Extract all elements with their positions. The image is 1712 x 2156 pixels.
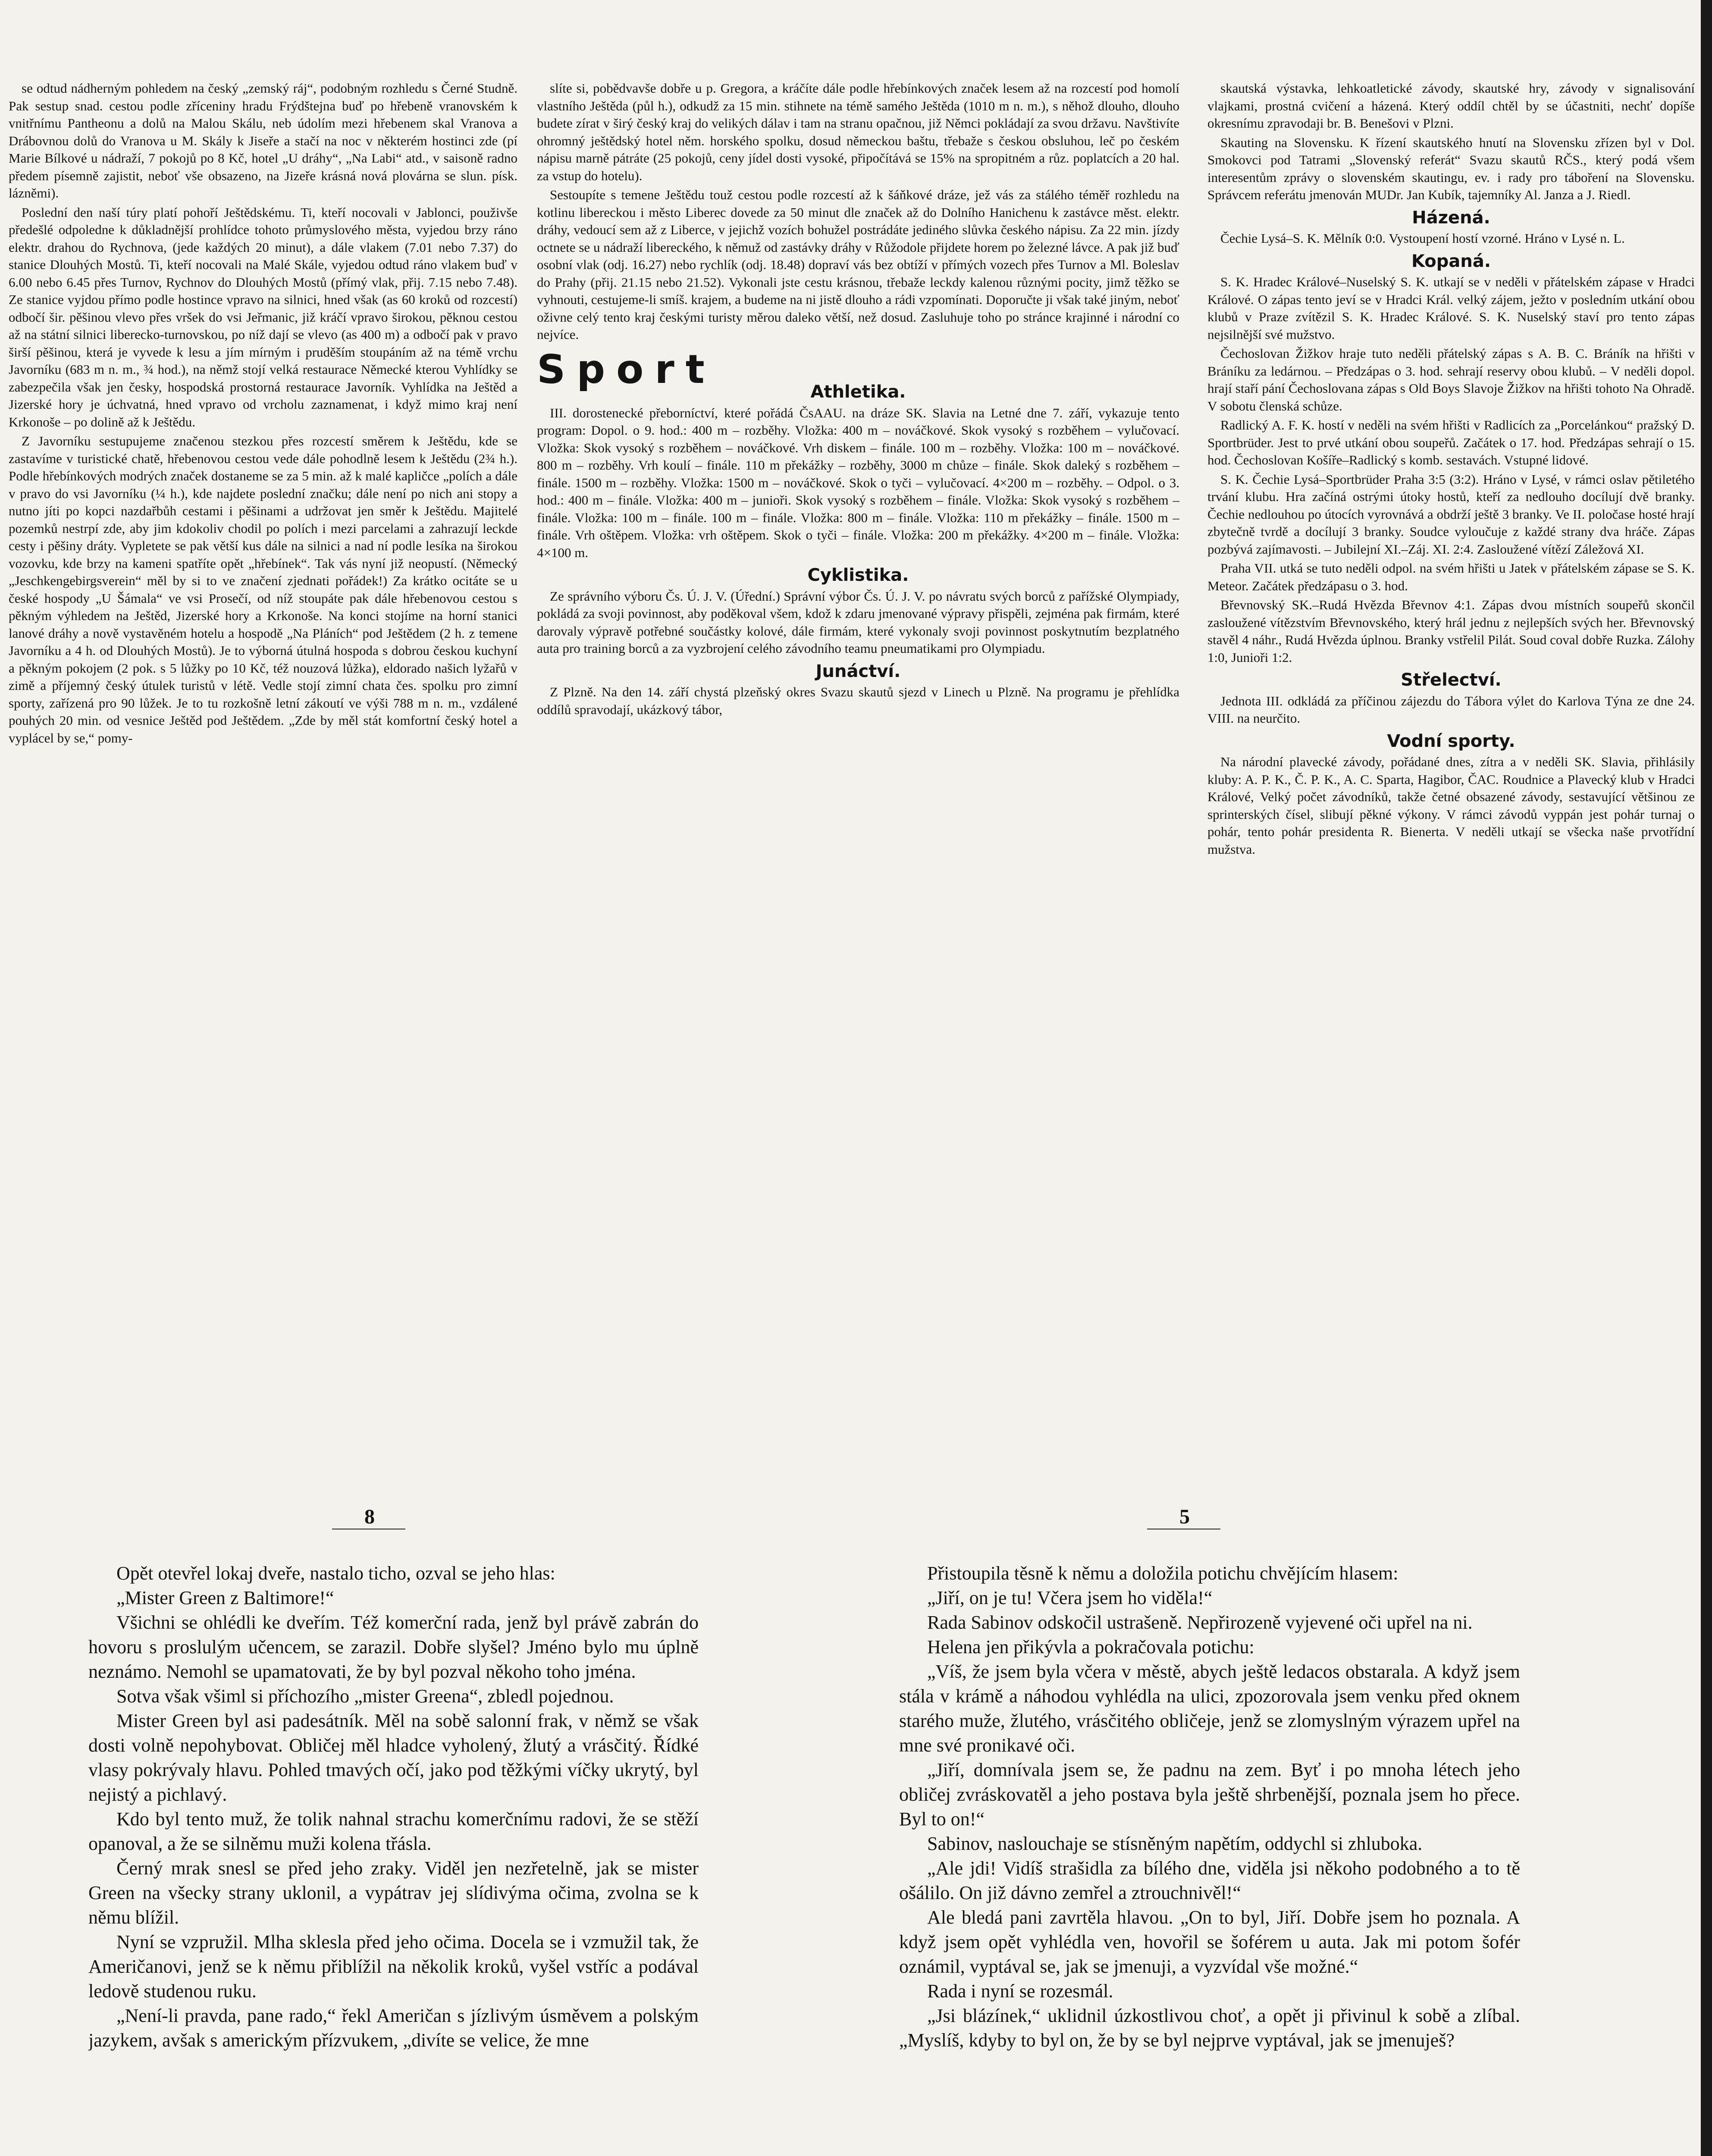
story-paragraph: „Jiří, on je tu! Včera jsem ho viděla!“ bbox=[927, 1587, 1213, 1608]
story-column-left bbox=[88, 1561, 699, 2156]
story-paragraph: Sotva však všiml si příchozího „mister Greena“, zbledl pojednou. bbox=[116, 1686, 614, 1707]
article-paragraph: Sestoupíte s temene Ještědu touž cestou podle rozcestí až k šáňkové dráze, jež vás za stálého téměř rozhledu na kotlinu libereckou i město Liberec dovede za 50 minut dle značek až do Dolního Hanichenu k zastávce měst. elektr. dráhy, vedoucí sem až z Liberce, v jejichž vozích bohužel postrádáte jediného slůvka českého nápisu. Za 22 min. jízdy octnete se u nádraží libereckého, k němuž od zastávky dráhy v Růžodole přijdete horem po železné lávce. A pak již buď osobní vlak (odj. 16.27) nebo rychlík (odj. 18.48) dopraví vás bez obtíží v přímých vozech přes Turnov a Ml. Boleslav do Prahy (přij. 21.15 nebo 21.52). Vykonali jste cestu krásnou, třebaže leckdy kalenou různými pocity, jimž těžko se vyhnouti, cestujeme-li smíš. krajem, a budeme na ni jistě dlouho a rádi vzpomínati. Doporučte ji však také jiným, neboť oživne celý tento kraj českými turisty měrou daleko větší, než dosud. Zasluhuje toho po stránce krajinné i národní co nejvíce. bbox=[537, 187, 1179, 342]
page-edge bbox=[1701, 0, 1712, 2156]
sport-section-title: Sport bbox=[537, 346, 716, 392]
sport-paragraph: Jednota III. odkládá za příčinou zájezdu do Tábora výlet do Karlova Týna ze dne 24. VIII. na neurčito. bbox=[1207, 693, 1695, 726]
sport-paragraph: S. K. Čechie Lysá–Sportbrüder Praha 3:5 (3:2). Hráno v Lysé, v rámci oslav pětiletého trvání klubu. Hra začíná ostrými útoky hostů, kteří za nedlouho docílují dvě branky. Čechie nedlouhou po útocích vyrovnává a obdrží ještě 3 branky. Ve II. poločase hosté hrají zbytečně tvrdě a docílují 3 branky. Soudce vyloučuje z každé strany dva hráče. Zápas pozbývá zajímavosti. – Jubilejní XI.–Záj. XI. 2:4. Zasloužené vítězí Záležová XI. bbox=[1207, 471, 1695, 557]
article-paragraph: slíte si, pobědvavše dobře u p. Gregora, a kráčíte dále podle hřebínkových značek lesem až na rozcestí pod homolí vlastního Ještěda (půl h.), odkudž za 15 min. stihnete na témě samého Ještěda (1010 m n. m.), s něhož dlouho, dlouho budete zírat v širý český kraj do velikých dálav i tam na stranu opačnou, již Němci pokládají za svou državu. Navštivíte ohromný ještědský hotel něm. horského spolku, dosud německou baštu, třebaže s českou obsluhou, leč po českém nápisu marně pátráte (25 pokojů, ceny jídel dosti vysoké, připočítává se 15% na spropitném a růz. poplatcích a 20 hal. za vstup do hotelu). bbox=[537, 81, 1179, 183]
story-paragraph: „Jsi blázínek,“ uklidnil úzkostlivou choť, a opět ji přivinul k sobě a zlíbal. „Myslíš, kdyby to byl on, že by se byl nejprve vyptával, jak se jmenuješ? bbox=[899, 2005, 1520, 2051]
story-paragraph: Opět otevřel lokaj dveře, nastalo ticho, ozval se jeho hlas: bbox=[116, 1563, 555, 1584]
story-paragraph: Rada Sabinov odskočil ustrašeně. Nepřirozeně vyjevené oči upřel na ni. bbox=[927, 1612, 1473, 1633]
section-heading: Házená. bbox=[1412, 207, 1490, 228]
section-heading: Cyklistika. bbox=[807, 565, 909, 585]
story-paragraph: Kdo byl tento muž, že tolik nahnal strachu komerčnímu radovi, že se stěží opanoval, a že se silněmu muži kolena třásla. bbox=[88, 1808, 699, 1854]
story-paragraph: Mister Green byl asi padesátník. Měl na sobě salonní frak, v němž se však dosti volně nepohybovat. Obličej měl hladce vyholený, žlutý a vrásčitý. Řídké vlasy pokrývaly hlavu. Pohled tmavých očí, jako pod těžkými víčky ukrytý, byl nejistý a pichlavý. bbox=[88, 1710, 699, 1805]
newspaper-column-2 bbox=[537, 80, 1179, 1373]
section-heading: Střelectví. bbox=[1401, 670, 1502, 690]
section-heading: Junáctví. bbox=[815, 661, 901, 681]
sport-paragraph: Radlický A. F. K. hostí v neděli na svém hřišti v Radlicích za „Porcelánkou“ pražský D. Sportbrüder. Jest to prvé utkání obou soupeřů. Začátek o 17. hod. Předzápas sehrají o 15. hod. Čechoslovan Košíře–Radlický s komb. sestavách. Vstupné lidové. bbox=[1207, 417, 1695, 467]
story-paragraph: „Mister Green z Baltimore!“ bbox=[116, 1587, 334, 1608]
article-paragraph: Skauting na Slovensku. K řízení skautského hnutí na Slovensku zřízen byl v Dol. Smokovci pod Tatrami „Slovenský referát“ Svazu skautů RČS., který podá všem interesentům zprávy o slovenském skautingu, ev. i rady pro táboření na Slovensku. Správcem referátu jmenován MUDr. Jan Kubík, tajemníky Al. Janza a J. Riedl. bbox=[1207, 135, 1695, 202]
story-paragraph: „Jiří, domnívala jsem se, že padnu na zem. Byť i po mnoha létech jeho obličej zvráskovatěl a jeho postava byla ještě shrbenější, poznala jsem ho přece. Byl to on!“ bbox=[899, 1759, 1520, 1830]
article-paragraph: Poslední den naší túry platí pohoří Ještědskému. Ti, kteří nocovali v Jablonci, použivše předešlé odpoledne k důkladnější prohlídce tohoto průmyslového města, vyjedou brzy ráno elektr. drahou do Rychnova, (jede každých 20 minut), a dále vlakem (7.01 nebo 7.37) do stanice Dlouhých Mostů. Ti, kteří nocovali na Malé Skále, vyjedou odtud ráno vlakem buď v 6.00 nebo 6.45 přes Turnov, Rychnov do Dlouhých Mostů (přímý vlak, přij. 7.15 nebo 7.48). Ze stanice vyjdou přímo podle hostince vpravo na silnici, hned však (as 60 kroků od rozcestí) odbočí šir. pěšinou vlevo přes vršek do vsi Jeřmanic, již kráčí vpravo širokou, pěknou cestou až na státní silnici liberecko-turnovskou, po níž dají se vlevo (as 400 m) a odbočí pak v pravo širší pěšinou, která je vyvede k lesu a jím mírným i pruděším stoupáním až na témě vrchu Javorníku (683 m n. m., ¾ hod.), na němž stojí velká restaurace Německé kterou Vyhlídky se zabezpečila však jen česky, hospodská prostorná restaurace Javorník. Vyhlídka na Ještěd a Jizerské hory je úchvatná, hned vpravo od vrcholu zaznamenat, i když mimo kraj není Krkonoše – po dolině až k Ještědu. bbox=[9, 204, 517, 429]
sport-paragraph: Ze správního výboru Čs. Ú. J. V. (Úřední.) Správní výbor Čs. Ú. J. V. po návratu svých borců z pařížské Olympiady, pokládá za svoji povinnost, aby poděkoval všem, kdož k zdaru jmenované výpravy přispěli, zejména pak firmám, které darovaly výpravě potřebné součástky kolové, dále firmám, které vykonaly svoji povinnost poskytnutím bezplatného auta pro training borců a za vyzbrojení celého závodního teamu pneumatikami pro Olympiadu. bbox=[537, 588, 1179, 656]
sport-paragraph: S. K. Hradec Králové–Nuselský S. K. utkají se v neděli v přátelském zápase v Hradci Králové. O zápas tento jeví se v Hradci Král. velký zájem, ježto v posledním utkání obou klubů v Praze zvítězil S. K. Hradec Králové. S. K. Nuselský staví pro tento zápas nejsilnější své mužstvo. bbox=[1207, 274, 1695, 342]
sport-paragraph: Z Plzně. Na den 14. září chystá plzeňský okres Svazu skautů sjezd v Linech u Plzně. Na programu je přehlídka oddílů spravodají, ukázkový tábor, bbox=[537, 684, 1179, 717]
story-paragraph: Ale bledá pani zavrtěla hlavou. „On to byl, Jiří. Dobře jsem ho poznala. A když jsem opět vyhlédla ven, hovořil se šoférem u auta. Jak mi potom šofér oznámil, vyptával se, jak se jmenuji, a vyzvídal vše možné.“ bbox=[899, 1907, 1520, 1977]
sport-paragraph: Čechoslovan Žižkov hraje tuto neděli přátelský zápas s A. B. C. Bráník na hřišti v Bráníku za ledárnou. – Předzápas o 3. hod. sehrají reservy obou klubů. – V neděli dopol. hrají staří pání Čechoslovana zápas s Old Boys Slavoje Žižkov na hřišti tohoto Na Ohradě. V sobotu členská schůze. bbox=[1207, 346, 1695, 414]
story-paragraph: Nyní se vzpružil. Mlha sklesla před jeho očima. Docela se i vzmužil tak, že Američanovi, jenž se k němu přiblížil na několik kroků, vyšel vstříc a podával ledově studenou ruku. bbox=[88, 1931, 699, 2002]
page-number-left: 8 bbox=[364, 1505, 375, 1528]
story-paragraph: „Není-li pravda, pane rado,“ řekl Američan s jízlivým úsměvem a polským jazykem, avšak s americkým přízvukem, „divíte se velice, že mne bbox=[88, 2005, 699, 2051]
section-heading: Athletika. bbox=[810, 382, 906, 402]
story-column-right bbox=[899, 1561, 1520, 2156]
page-number-right: 5 bbox=[1179, 1505, 1190, 1528]
section-heading: Vodní sporty. bbox=[1387, 731, 1515, 751]
sport-paragraph: Na národní plavecké závody, pořádané dnes, zítra a v neděli SK. Slavia, přihlásily kluby: A. P. K., Č. P. K., A. C. Sparta, Hagibor, ČAC. Roudnice a Plavecký klub v Hradci Králové, Velký počet závodníků, takže četné obsazené závody, sestavující většinou ze sprinterských čísel, slibují pěkné výkony. V rámci závodů vyppán jest pohár turnaj o pohár, tento pohár presidenta R. Bienerta. V neděli utkají se všecka naše prvotřídní mužstva. bbox=[1207, 754, 1695, 857]
story-paragraph: Černý mrak snesl se před jeho zraky. Viděl jen nezřetelně, jak se mister Green na všecky strany uklonil, a vypátrav jej slídivýma očima, zvolna se k němu blížil. bbox=[88, 1858, 699, 1928]
story-paragraph: „Víš, že jsem byla včera v městě, abych ještě ledacos obstarala. A když jsem stála v krámě a náhodou vyhlédla na ulici, zpozorovala jsem venku před oknem starého muže, žlutého, vrásčitého obličeje, jenž se zlomyslným výrazem upřel na mne své pronikavé oči. bbox=[899, 1661, 1520, 1756]
article-paragraph: se odtud nádherným pohledem na český „zemský ráj“, podobným rozhledu s Černé Studně. Pak sestup snad. cestou podle zříceniny hradu Frýdštejna buď po hřebeně vranovském k vnitřnímu Pantheonu a dolů na Malou Skálu, neb údolím mezi hřebenem skal Vranova a Drábovnou dolů do Vranova u M. Skály k Jiseře a stačí na noc v některém hostinci zde (pí Marie Bílkové u nádraží, 7 pokojů po 8 Kč, hotel „U dráhy“, „Na Labi“ atd., v saisoně radno předem písemně zajistit, neboť vše obsazeno, na Jizeře krásná nová plovárna se slun. písk. lázněmi). bbox=[9, 81, 517, 201]
story-paragraph: Přistoupila těsně k němu a doložila potichu chvějícím hlasem: bbox=[927, 1563, 1398, 1584]
story-paragraph: Rada i nyní se rozesmál. bbox=[927, 1981, 1113, 2002]
article-paragraph: Z Javorníku sestupujeme značenou stezkou přes rozcestí směrem k Ještědu, kde se zastavíme v turistické chatě, hřebenovou cestou vede dále pohodlně lesem k Ještědu (2¾ h.). Podle hřebínkových modrých značek dostaneme se za 5 min. až k malé kapličce „polích a dále v pravo do vsi Javorníku (¼ h.), kde najdete poslední značku; dále není po nich ani stopy a nutno jíti po kopci nazdařbůh cestami i pěšinami a udržovat jen směr k Ještědu. Majitelé pozemků nestrpí zde, aby jim kdokoliv chodil po polích i mezi parcelami a zahrazují leckde cesty i pěšiny dráty. Vypletete se pak větší kus dále na silnici a nad ní podle lesíka na širokou vozovku, kde brzy na kameni spatříte opět „hřebínek“. Tak vás nyní již neopustí. (Německý „Jeschkengebirgsverein“ měl by si to ve značení zjednati pořádek!) Za krátko ocitáte se u české hospody „U Šámala“ ve vsi Prosečí, od níž stoupáte pak dále hřebenovou cestou s pěkným výhledem na Ještěd, Jizerské hory a Krkonoše. Na konci stojíme na horní stanici lanové dráhy a nově vystavěném hotelu a hospodě „Na Pláních“ pod Ještědem (2 h. z temene Javorníku a 4 h. od Dlouhých Mostů). Je to výborná útulná hospoda s dobrou českou kuchyní a pěkným pokojem (2 pok. s 5 lůžky po 10 Kč, též nouzová lůžka), eldorado našich lyžařů v zimě a příjemný český útulek turistů v létě. Vedle stojí zimní chata čes. spolku pro zimní sporty, zařízená pro 90 lůžek. Je to tu rozkošně letní zákoutí ve výši 788 m n. m., vzdálené pouhých 20 min. od vesnice Ještěd pod Ještědem. „Zde by měl stát komfortní český hotel a vyplácel by se,“ pomy- bbox=[9, 433, 517, 746]
article-paragraph: skautská výstavka, lehkoatletické závody, skautské hry, závody v signalisování vlajkami, prostná cvičení a házená. Který oddíl chtěl by se účastniti, nechť dopíše okresnímu zpravodaji br. B. Benešovi v Plzni. bbox=[1207, 81, 1695, 131]
sport-paragraph: Čechie Lysá–S. K. Mělník 0:0. Vystoupení hostí vzorné. Hráno v Lysé n. L. bbox=[1220, 231, 1625, 246]
newspaper-column-3 bbox=[1207, 80, 1695, 1356]
sport-paragraph: Břevnovský SK.–Rudá Hvězda Břevnov 4:1. Zápas dvou místních soupeřů skončil zasloužené vítězstvím Břevnovského, který hrál jednu z nejlepších svých her. Břevnovský stavěl 4 náhr., Rudá Hvězda úplnou. Branky vstřelil Pilát. Soud coval dobře Ruzka. Zálohy 1:0, Junioři 1:2. bbox=[1207, 597, 1695, 665]
sport-paragraph: Praha VII. utká se tuto neděli odpol. na svém hřišti u Jatek v přátelském zápase se S. K. Meteor. Začátek předzápasu o 3. hod. bbox=[1207, 561, 1695, 593]
story-paragraph: „Ale jdi! Vidíš strašidla za bílého dne, viděla jsi někoho podobného a to tě ošálilo. On již dávno zemřel a ztrouchnivěl!“ bbox=[899, 1858, 1520, 1903]
story-paragraph: Sabinov, naslouchaje se stísněným napětím, oddychl si zhluboka. bbox=[927, 1833, 1423, 1854]
sport-paragraph: III. dorostenecké přeborníctví, které pořádá ČsAAU. na dráze SK. Slavia na Letné dne 7. září, vykazuje tento program: Dopol. o 9. hod.: 400 m – rozběhy. Vložka: 400 m – nováčkové. Skok vysoký s rozběhem – vylučovací. Vložka: Skok vysoký s rozběhem – nováčkové. Vrh diskem – finále. 100 m – rozběhy. Vložka: 100 m – nováčkové. 800 m – rozběhy. Vrh koulí – finále. 110 m překážky – rozběhy, 3000 m chůze – finále. Skok daleký s rozběhem – finále. 1500 m – rozběhy. Vložka: 1500 m – nováčkové. Skok o tyči – vylučovací. 4×200 m – rozběhy. – Odpol. o 3. hod.: 400 m – finále. Vložka: 400 m – junioři. Skok vysoký s rozběhem – finále. Vložka: Skok vysoký s rozběhem – finále. Vložka: 100 m – finále. 100 m – finále. Vložka: 800 m – finále. Vložka: 110 m překážky – finále. 1500 m – finále. Vrh oštěpem. Vložka: vrh oštěpem. Skok o tyči – finále. Vložka: 200 m překážky. 4×200 m – finále. Vložka: 4×100 m. bbox=[537, 405, 1179, 560]
story-paragraph: Všichni se ohlédli ke dveřím. Též komerční rada, jenž byl právě zabrán do hovoru s proslulým učencem, se zarazil. Dobře slyšel? Jméno bylo mu úplně neznámo. Nemohl se upamatovati, že by byl pozval někoho toho jména. bbox=[88, 1612, 699, 1682]
newspaper-column-1 bbox=[9, 80, 517, 1356]
section-heading: Kopaná. bbox=[1411, 251, 1491, 271]
story-paragraph: Helena jen přikývla a pokračovala potichu: bbox=[927, 1636, 1254, 1658]
